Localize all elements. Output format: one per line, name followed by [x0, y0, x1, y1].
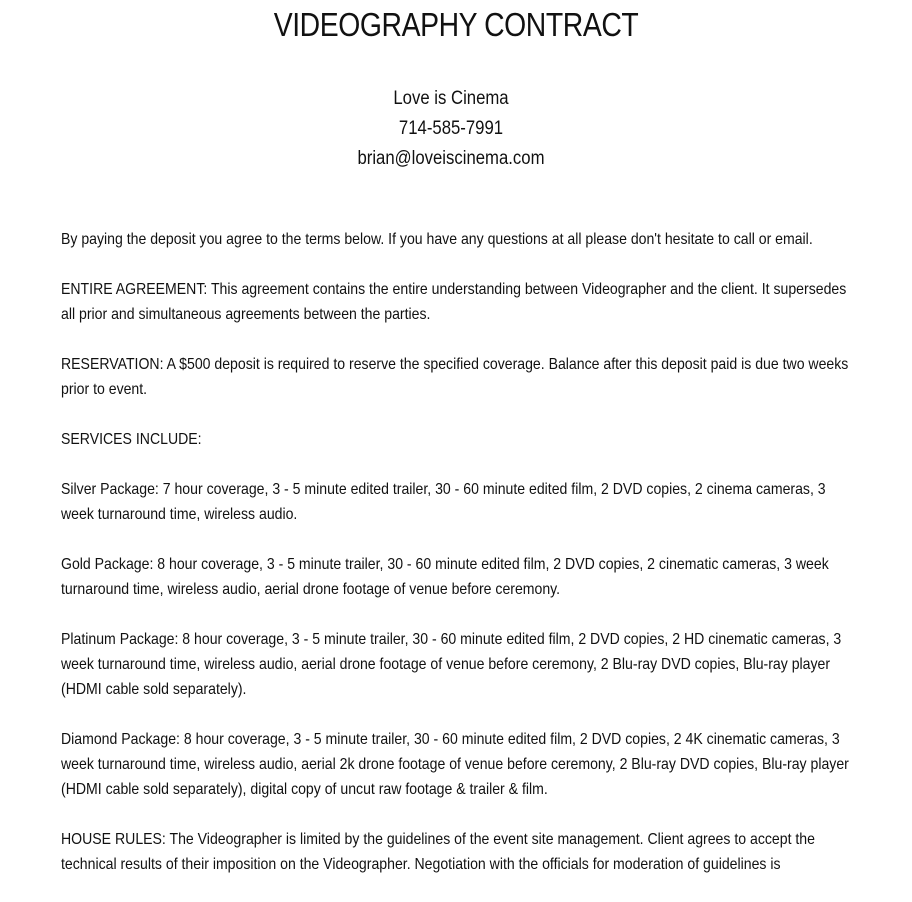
- platinum-package-paragraph: Platinum Package: 8 hour coverage, 3 - 5 minute trailer, 30 - 60 minute edited film, 2 DVD copies, 2 HD cinematic cameras, 3 week turnaround time, wireless audio, aerial drone footage of venue before ceremony, 2 Blu-ray DVD copies, Blu-ray player (HDMI cable sold separately).: [61, 631, 842, 698]
- services-heading: SERVICES INCLUDE:: [61, 431, 202, 448]
- gold-package-paragraph: Gold Package: 8 hour coverage, 3 - 5 minute trailer, 30 - 60 minute edited film, 2 DVD copies, 2 cinematic cameras, 3 week turnaround time, wireless audio, aerial drone footage of venue before ceremony.: [61, 556, 829, 598]
- silver-package-paragraph: Silver Package: 7 hour coverage, 3 - 5 minute edited trailer, 30 - 60 minute edited film, 2 DVD copies, 2 cinema cameras, 3 week turnaround time, wireless audio.: [61, 481, 826, 523]
- contract-body: [61, 227, 851, 902]
- diamond-package-paragraph: Diamond Package: 8 hour coverage, 3 - 5 minute trailer, 30 - 60 minute edited film, 2 DVD copies, 2 4K cinematic cameras, 3 week turnaround time, wireless audio, aerial 2k drone footage of venue before ceremony, 2 Blu-ray DVD copies, Blu-ray player (HDMI cable sold separately), digital copy of uncut raw footage & trailer & film.: [61, 731, 849, 798]
- company-name: Love is Cinema: [393, 88, 509, 109]
- intro-paragraph: By paying the deposit you agree to the terms below. If you have any questions at all please don't hesitate to call or email.: [61, 231, 813, 248]
- contact-block: [0, 84, 902, 174]
- entire-agreement-paragraph: ENTIRE AGREEMENT: This agreement contains the entire understanding between Videographer and the client. It supersedes all prior and simultaneous agreements between the parties.: [61, 281, 847, 323]
- phone-number: 714-585-7991: [398, 118, 504, 139]
- house-rules-paragraph: HOUSE RULES: The Videographer is limited by the guidelines of the event site management. Client agrees to accept the technical results of their imposition on the Videographer. Negotiation with the officials for moderation of guidelines is: [61, 831, 815, 873]
- reservation-paragraph: RESERVATION: A $500 deposit is required to reserve the specified coverage. Balance after this deposit paid is due two weeks prior to event.: [61, 356, 849, 398]
- contract-title: VIDEOGRAPHY CONTRACT: [273, 6, 639, 43]
- email-address: brian@loveiscinema.com: [357, 148, 545, 169]
